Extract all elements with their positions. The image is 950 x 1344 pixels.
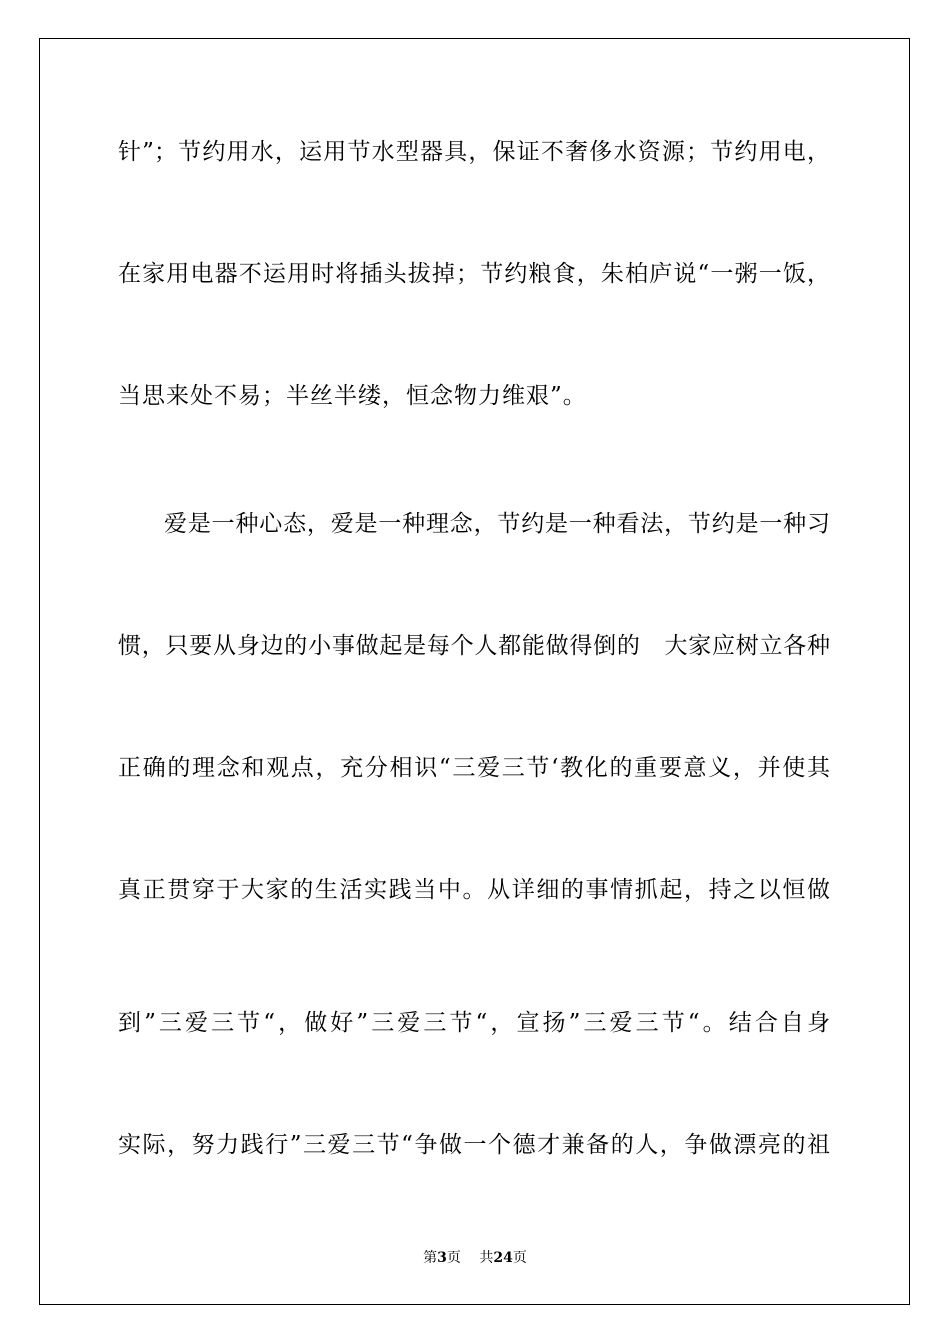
text-line: 真正贯穿于大家的生活实践当中。从详细的事情抓起，持之以恒做 [118,877,830,903]
footer-prefix: 第 [423,1250,438,1266]
page-border [39,38,910,1305]
page-number-footer [0,1249,950,1267]
text-line: 当思来处不易；半丝半缕，恒念物力维艰”。 [118,383,587,409]
text-line: 惯，只要从身边的小事做起是每个人都能做得倒的 大家应树立各种 [118,633,830,659]
text-line: 在家用电器不运用时将插头拔掉；节约粮食，朱柏庐说“一粥一饭， [118,261,830,287]
text-line: 到”三爱三节“，做好”三爱三节“，宣扬”三爱三节“。结合自身 [118,1010,830,1036]
current-page-number: 3 [437,1250,447,1266]
text-line: 正确的理念和观点，充分相识“三爱三节‘教化的重要意义，并使其 [118,755,830,781]
paragraph-first-line: 爱是一种心态，爱是一种理念，节约是一种看法，节约是一种习 [164,511,830,537]
text-line: 针”；节约用水，运用节水型器具，保证不奢侈水资源；节约用电， [118,139,830,165]
footer-mid: 页 共 [446,1250,494,1266]
footer-suffix: 页 [512,1250,527,1266]
total-page-count: 24 [493,1250,513,1266]
text-line: 实际，努力践行”三爱三节“争做一个德才兼备的人，争做漂亮的祖 [118,1132,830,1158]
